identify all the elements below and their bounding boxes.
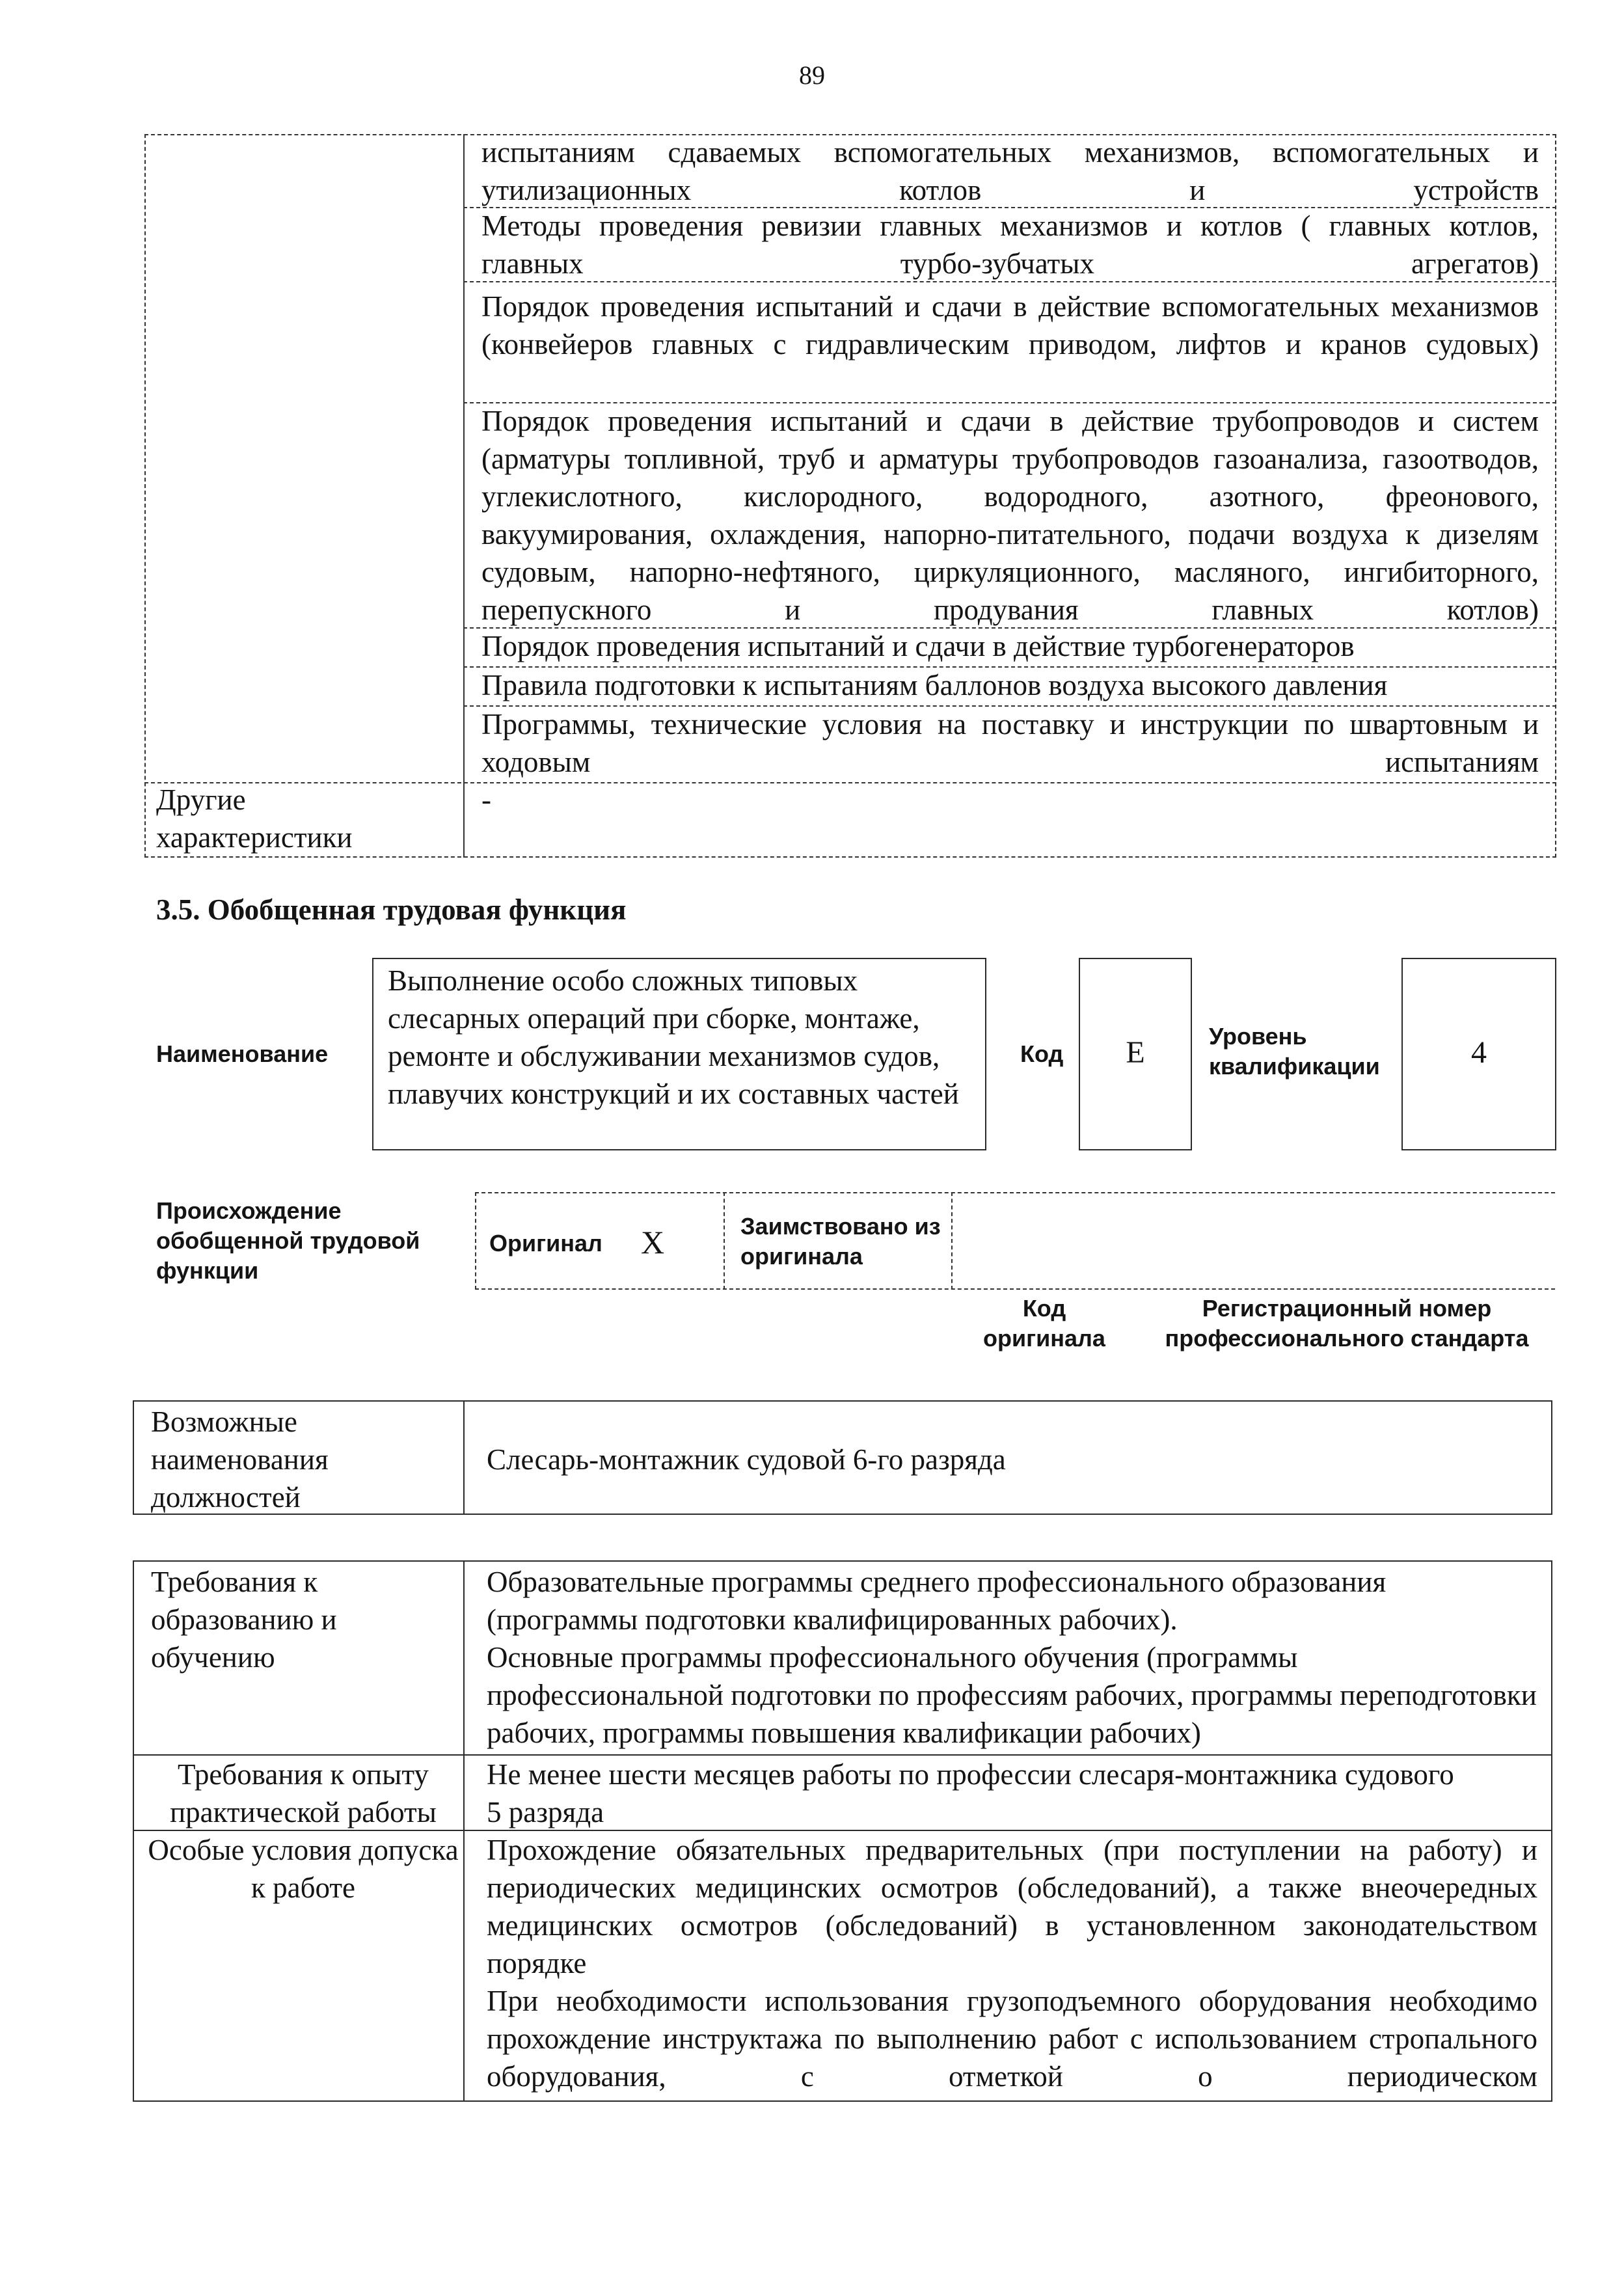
experience-value: Не менее шести месяцев работы по профессии слесаря-монтажника судового 5 разряда: [487, 1758, 1454, 1828]
origin-divider-1: [724, 1192, 725, 1290]
original-mark: X: [641, 1224, 665, 1260]
section-title: 3.5. Обобщенная трудовая функция: [156, 893, 627, 926]
other-characteristics-label: Другие характеристики: [156, 783, 353, 854]
positions-label: Возможные наименования должностей: [151, 1406, 329, 1514]
requirements-divider: [463, 1560, 465, 2102]
special-conditions-value: [487, 1831, 1537, 2095]
page-number: 89: [799, 61, 825, 90]
top-row-3: Порядок проведения испытаний и сдачи в действие вспомогательных механизмов (конвейеров главных с гидравлическим приводом, лифтов и кранов судовых): [481, 290, 1539, 360]
name-label: Наименование: [156, 1040, 329, 1067]
other-characteristics-value: -: [481, 783, 491, 816]
top-row-2: Методы проведения ревизии главных механизмов и котлов ( главных котлов, главных турбо-зубчатых агрегатов): [481, 210, 1539, 280]
top-row-7: Программы, технические условия на поставку и инструкции по швартовным и ходовым испытаниям: [481, 708, 1539, 778]
level-value: 4: [1471, 1035, 1487, 1070]
origin-label: Происхождение обобщенной трудовой функции: [156, 1197, 420, 1284]
positions-divider: [463, 1400, 465, 1515]
special-conditions-paragraph-1: Прохождение обязательных предварительных (при поступлении на работу) и периодических медицинских осмотров (обследований), а также внеочередных медицинских осмотров (обследований) в установленном законодательством порядке: [487, 1834, 1537, 1979]
top-row-5: Порядок проведения испытаний и сдачи в действие турбогенераторов: [481, 630, 1355, 662]
code-original-caption: Код оригинала: [983, 1295, 1105, 1352]
origin-divider-2: [951, 1192, 953, 1290]
education-label: Требования к образованию и обучению: [151, 1566, 337, 1674]
name-value: Выполнение особо сложных типовых слесарных операций при сборке, монтаже, ремонте и обслуживании механизмов судов, плавучих конструкций и их составных частей: [388, 964, 959, 1110]
top-table-divider: [463, 134, 465, 858]
borrowed-label: Заимствовано из оригинала: [740, 1213, 941, 1270]
education-value: [487, 1563, 1537, 1752]
positions-value: Слесарь-монтажник судовой 6-го разряда: [487, 1443, 1006, 1476]
education-paragraph-1: Образовательные программы среднего профессионального образования (программы подготовки квалифицированных рабочих).: [487, 1566, 1387, 1636]
special-conditions-paragraph-2: При необходимости использования грузоподъемного оборудования необходимо прохождение инструктажа по выполнению работ с использованием стропального оборудования, с отметкой о периодическом: [487, 1985, 1537, 2093]
level-label: Уровень квалификации: [1209, 1023, 1380, 1080]
top-row-4: Порядок проведения испытаний и сдачи в действие трубопроводов и систем (арматуры топливной, труб и арматуры трубопроводов газоанализа, газоотводов, углекислотного, кислородного, водородного, азотного, фреонового, вакуумирования, охлаждения, напорно-питательного, подачи воздуха к дизелям судовым, напорно-нефтяного, циркуляционного, масляного, ингибиторного, перепускного и продувания главных котлов): [481, 405, 1539, 626]
reg-number-caption: Регистрационный номер профессионального стандарта: [1165, 1295, 1529, 1352]
education-paragraph-2: Основные программы профессионального обучения (программы профессиональной подготовки по профессиям рабочих, программы переподготовки рабочих, программы повышения квалификации рабочих): [487, 1641, 1537, 1749]
original-label: Оригинал: [489, 1230, 602, 1256]
origin-frame: [475, 1192, 1555, 1290]
top-row-1: испытаниям сдаваемых вспомогательных механизмов, вспомогательных и утилизационных котлов и устройств: [481, 136, 1539, 206]
special-conditions-label: Особые условия допуска к работе: [148, 1834, 459, 1904]
top-row-6: Правила подготовки к испытаниям баллонов воздуха высокого давления: [481, 669, 1388, 701]
experience-label: Требования к опыту практической работы: [170, 1758, 437, 1828]
code-value: E: [1126, 1035, 1145, 1070]
code-label: Код: [1020, 1040, 1064, 1067]
